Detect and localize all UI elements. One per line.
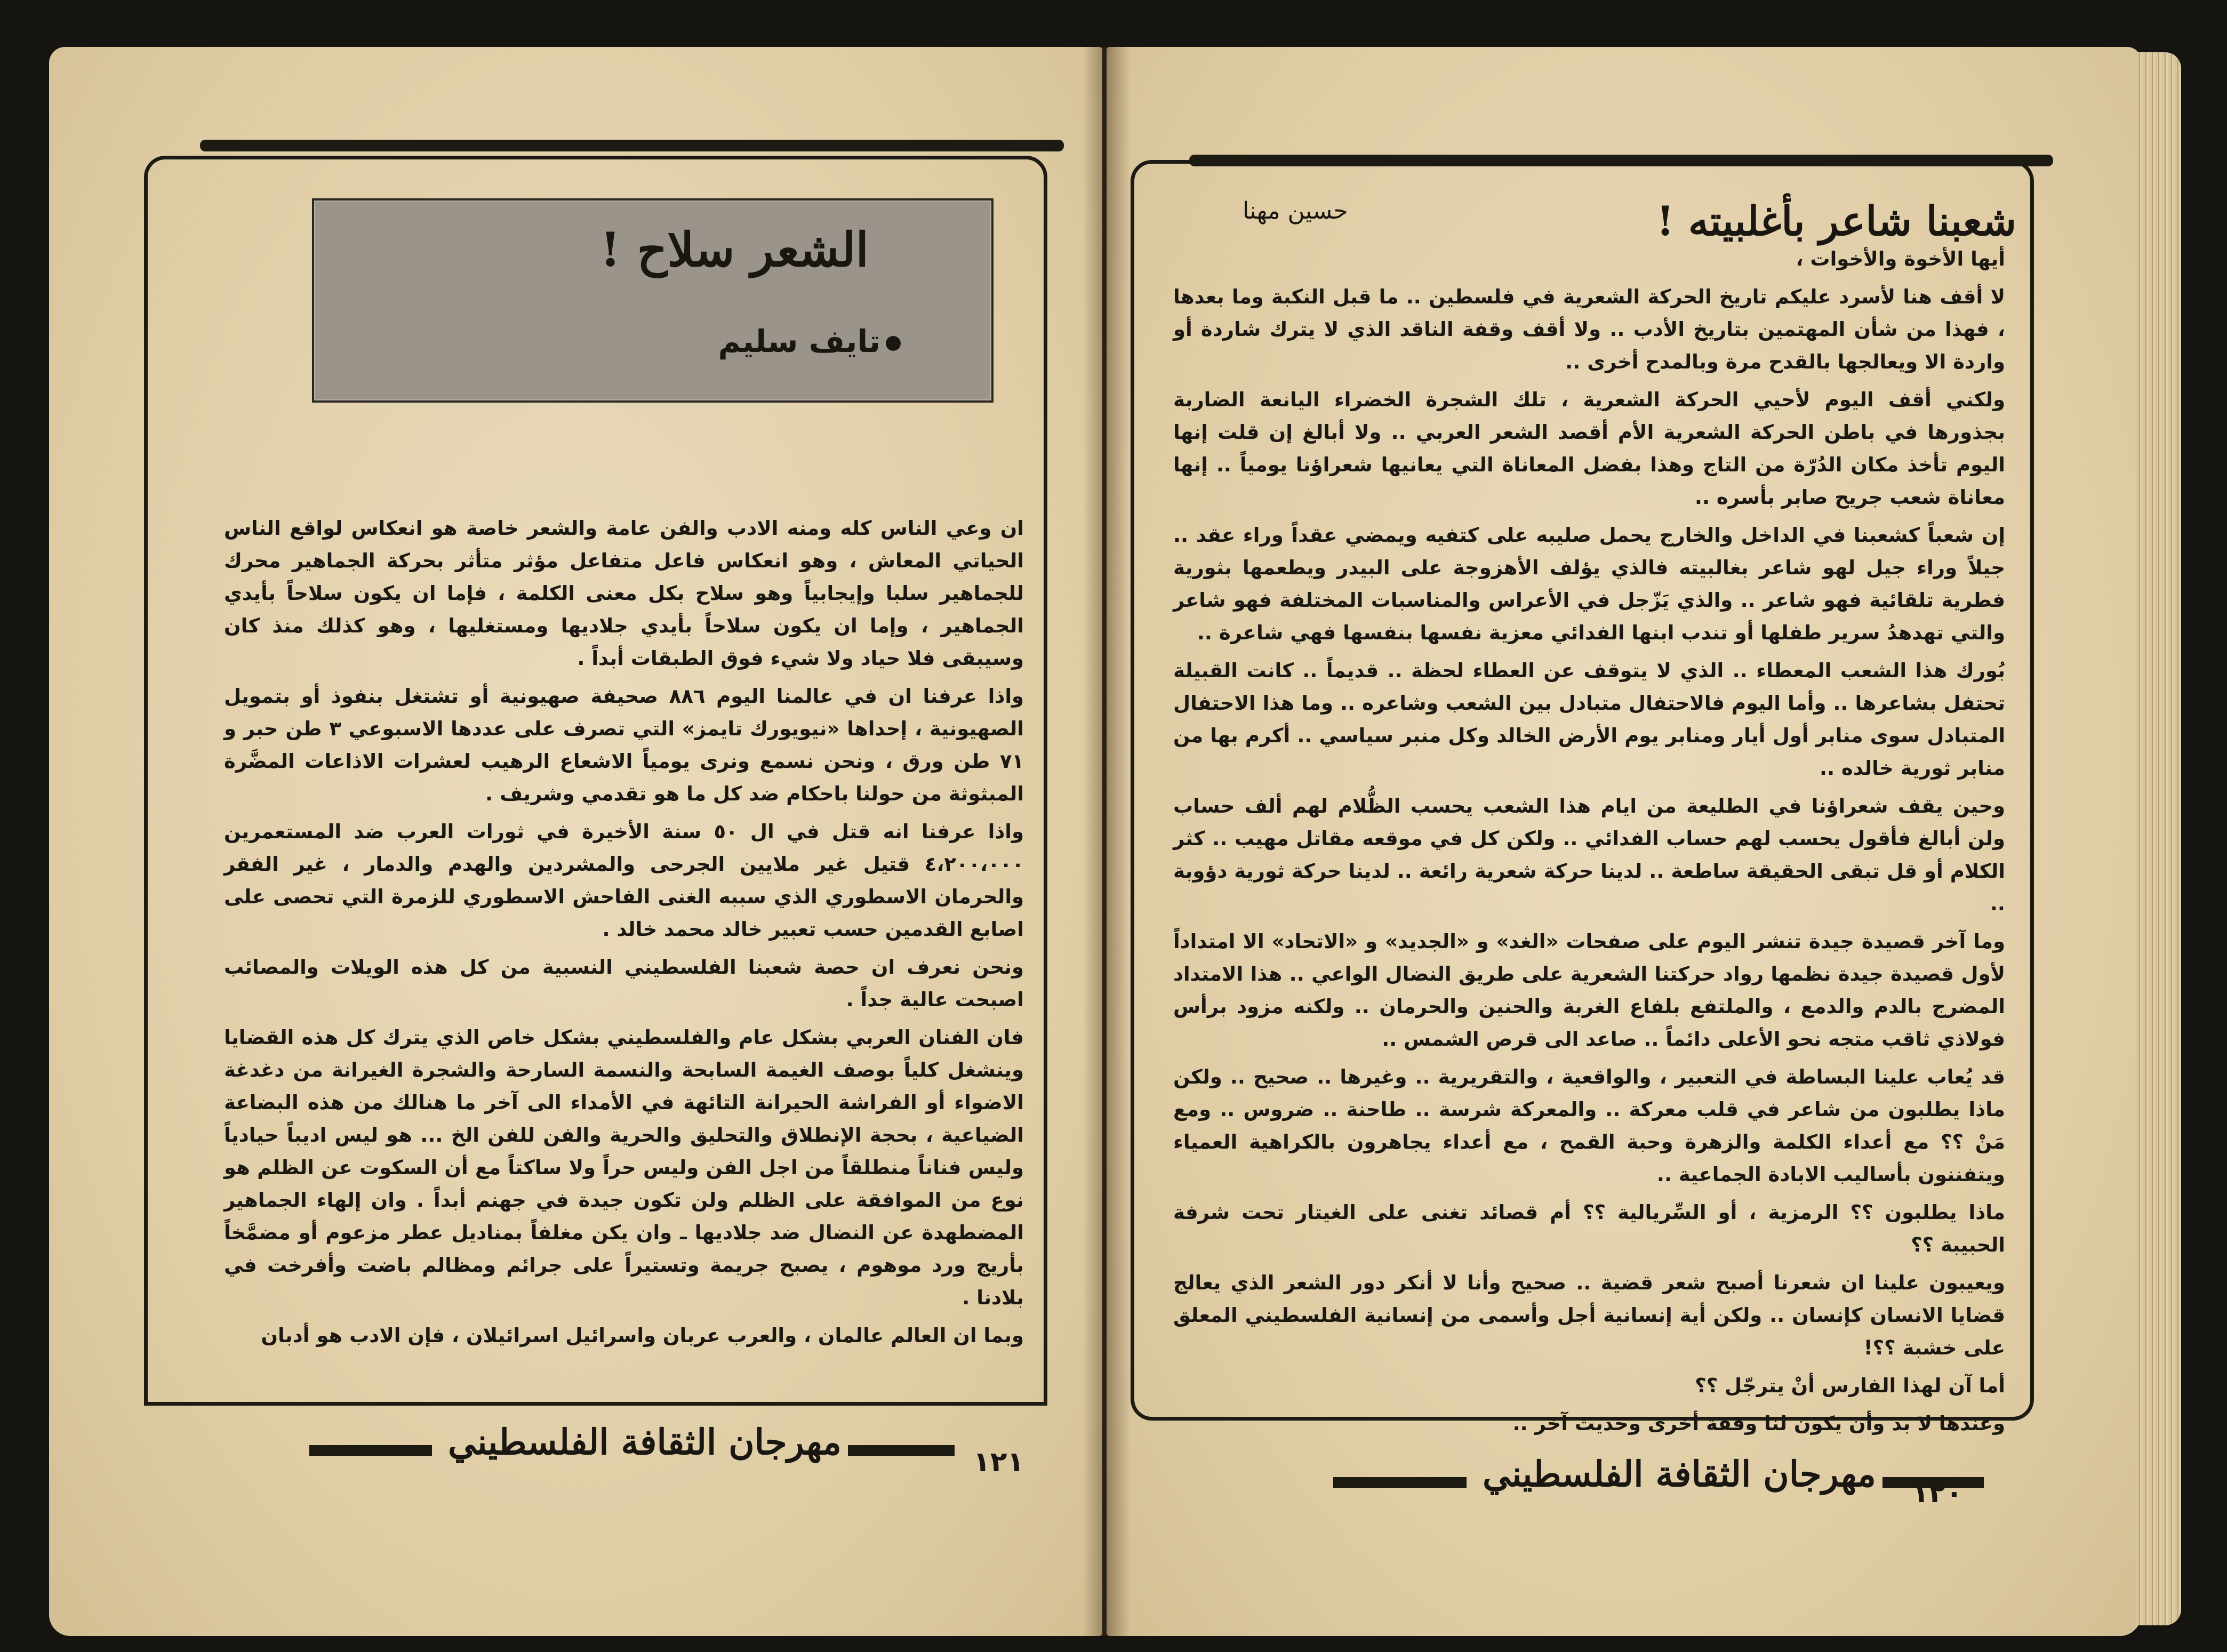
right-paragraph-10: ويعيبون علينا ان شعرنا أصبح شعر قضية .. صحيح وأنا لا أنكر دور الشعر الذي يعالج قضايا الانسان كإنسان .. ولكن أية إنسانية أجل وأسمى من إنسانية الفلسطيني المعلق على خشبة ؟؟! [1173,1271,2005,1359]
right-banner-text: مهرجان الثقافة الفلسطيني [1483,1453,1876,1495]
right-paragraph-8: قد يُعاب علينا البساطة في التعبير ، والواقعية ، والتقريرية .. وغيرها .. صحيح .. ولكن ماذا يطلبون من شاعر في قلب معركة .. والمعركة شرسة .. طاحنة .. ضروس .. ومع مَنْ ؟؟ مع أعداء الكلمة والزهرة وحبة القمح ، مع أعداء يجاهرون بالكراهية العمياء ويتفننون بأساليب الابادة الجماعية .. [1173,1065,2005,1186]
page-edges [2136,52,2181,1625]
left-article-body [224,512,1024,1357]
left-article-title: الشعر سلاح ! [600,222,869,277]
right-paragraph-7: وما آخر قصيدة جيدة تنشر اليوم على صفحات «الغد» و «الجديد» و «الاتحاد» الا امتداداً لأول قصيدة جيدة نظمها رواد حركتنا الشعرية على طريق النضال الواعي .. هذا الامتداد المضرج بالدم والدمع ، والملتفع بلفاع الغربة والحنين والحرمان .. ولكنه مزود برأس فولاذي ثاقب متجه نحو الأعلى دائماً .. صاعد الى قرص الشمس .. [1173,930,2005,1050]
banner-rule [848,1445,955,1456]
left-paragraph-1: ان وعي الناس كله ومنه الادب والفن عامة والشعر خاصة هو انعكاس لواقع الناس الحياتي المعاش ، وهو انعكاس فاعل متفاعل مؤثر متأثر بحركة الجماهير محرك للجماهير سلبا وإيجابياً وهو سلاح بكل معنى الكلمة ، فإما ان يكون سلاحاً بأيدي الجماهير ، وإما ان يكون سلاحاً بأيدي جلاديها ومستغليها ، وهو كذلك منذ كان وسيبقى فلا حياد ولا شيء فوق الطبقات أبداً . [224,517,1024,670]
right-footer-banner [1333,1450,2106,1509]
left-paragraph-6: وبما ان العالم عالمان ، والعرب عربان واسرائيل اسرائيلان ، فإن الادب هو أدبان [261,1324,1024,1347]
right-page-number: ١٢٠ [1912,1477,1963,1509]
left-banner-text: مهرجان الثقافة الفلسطيني [448,1421,842,1463]
right-paragraph-3: ولكني أقف اليوم لأحيي الحركة الشعرية ، تلك الشجرة الخضراء اليانعة الضاربة بجذورها في باطن الحركة الشعرية الأم أقصد الشعر العربي .. ولا أبالغ إن قلت إنها اليوم تأخذ مكان الدُرّة من التاج وهذا بفضل المعاناة التي يعانيها شعراؤنا يومياً .. إنها معاناة شعب جريح صابر بأسره .. [1173,388,2005,509]
left-paragraph-5: فان الفنان العربي بشكل عام والفلسطيني بشكل خاص الذي يترك كل هذه القضايا وينشغل كلياً بوصف الغيمة السابحة والنسمة السارحة والشجرة الغيرانة من دغدغة الاضواء أو الفراشة الحيرانة التائهة في الأمداء الى آخر ما هنالك من هذه البضاعة الضياعية ، بحجة الإنطلاق والتحليق والحرية والفن للفن الخ ... هو ليس اديباً حيادياً وليس فناناً منطلقاً من اجل الفن وليس حراً ولا ساكتاً مع أن السكوت عن الظلم هو نوع من الموافقة على الظلم ولن تكون جيدة في جهنم أبداً . وان إلهاء الجماهير المضطهدة عن النضال ضد جلاديها ـ وان يكن مغلفاً بمناديل عطر مزعوم أو مضمَّخاً بأريج ورد موهوم ، يصبح جريمة وتستيراً على جرائم ومظالم باضت وأفرخت في بلادنا . [224,1026,1024,1309]
right-paragraph-6: وحين يقف شعراؤنا في الطليعة من ايام هذا الشعب يحسب الظُّلام لهم ألف حساب ولن أبالغ فأقول يحسب لهم حساب الفدائي .. ولكن كل في موقعه مقاتل مهيب .. كثر الكلام أو قل تبقى الحقيقة ساطعة .. لدينا حركة شعرية رائعة .. لدينا حركة ثورية دؤوبة .. [1173,795,2005,915]
left-paragraph-3: واذا عرفنا انه قتل في ال ٥٠ سنة الأخيرة في ثورات العرب ضد المستعمرين ٤،٢٠٠،٠٠٠ قتيل غير ملايين الجرحى والمشردين والهدم والدمار ، غير الفقر والحرمان الاسطوري الذي سببه الغنى الفاحش الاسطوري للزمرة التي تحصى على اصابع القدمين حسب تعبير خالد محمد خالد . [224,820,1024,941]
right-article-title: شعبنا شاعر بأغلبيته ! [1656,197,2016,245]
right-paragraph-9: ماذا يطلبون ؟؟ الرمزية ، أو السِّريالية ؟؟ أم قصائد تغنى على الغيتار تحت شرفة الحبيبة ؟؟ [1173,1201,2005,1256]
bullet-icon [886,336,901,351]
right-paragraph-2: لا أقف هنا لأسرد عليكم تاريخ الحركة الشعرية في فلسطين .. ما قبل النكبة وما بعدها ، فهذا من شأن المهتمين بتاريخ الأدب .. ولا أقف وقفة الناقد الذي لا يترك شاردة أو واردة الا ويعالجها بالقدح مرة وبالمدح أخرى .. [1173,285,2005,373]
banner-rule [309,1445,432,1456]
right-paragraph-4: إن شعباً كشعبنا في الداخل والخارج يحمل صليبه على كتفيه ويمضي عقداً وراء عقد .. جيلاً وراء جيل لهو شاعر بغالبيته فالذي يؤلف الأهزوجة على البيدر ويطعمها بثورية فطرية تلقائية فهو شاعر .. والذي يَزّجل في الأعراس والمناسبات المختلفة فهو شاعر والتي تهدهدُ سرير طفلها أو تندب ابنها الفدائي معزية نفسها بنفسها فهي شاعرة .. [1173,524,2005,644]
right-paragraph-12: وعندها لا بد وأن يكون لنا وقفة أخرى وحديث آخر .. [1512,1412,2005,1435]
book-spine [1083,47,1131,1636]
left-title-box [312,198,994,403]
left-author-name: تايف سليم [718,323,880,359]
right-article-body [1173,243,2005,1445]
right-article-author: حسين مهنا [1243,197,1348,224]
left-footer-banner [309,1418,1056,1477]
right-paragraph-5: بُورك هذا الشعب المعطاء .. الذي لا يتوقف عن العطاء لحظة .. قديماً .. كانت القبيلة تحتفل بشاعرها .. وأما اليوم فالاحتفال متبادل بين الشعب وشاعره .. وما هذا الاحتفال المتبادل سوى منابر أول أيار ومنابر يوم الأرض الخالد وكل منبر سياسي .. أكرم بها من منابر ثورية خالده .. [1173,659,2005,780]
left-article-author [718,323,901,359]
left-frame-top-bar [200,140,1064,151]
left-paragraph-2: واذا عرفنا ان في عالمنا اليوم ٨٨٦ صحيفة صهيونية أو تشتغل بنفوذ أو بتمويل الصهيونية ، إحداها «نيويورك تايمز» التي تصرف على عددها الاسبوعي ٣ طن حبر و ٧١ طن ورق ، ونحن نسمع ونرى يومياً الاشعاع الرهيب لعشرات الاذاعات المضَّرة المبثوثة من حولنا باحكام ضد كل ما هو تقدمي وشريف . [224,685,1024,805]
right-paragraph-1: أيها الأخوة والأخوات ، [1796,247,2005,270]
right-paragraph-11: أما آن لهذا الفارس أنْ يترجّل ؟؟ [1695,1374,2005,1397]
left-paragraph-4: ونحن نعرف ان حصة شعبنا الفلسطيني النسبية من كل هذه الويلات والمصائب اصبحت عالية جداً . [224,956,1024,1011]
banner-rule [1333,1477,1467,1488]
left-page-number: ١٢١ [973,1446,1024,1478]
